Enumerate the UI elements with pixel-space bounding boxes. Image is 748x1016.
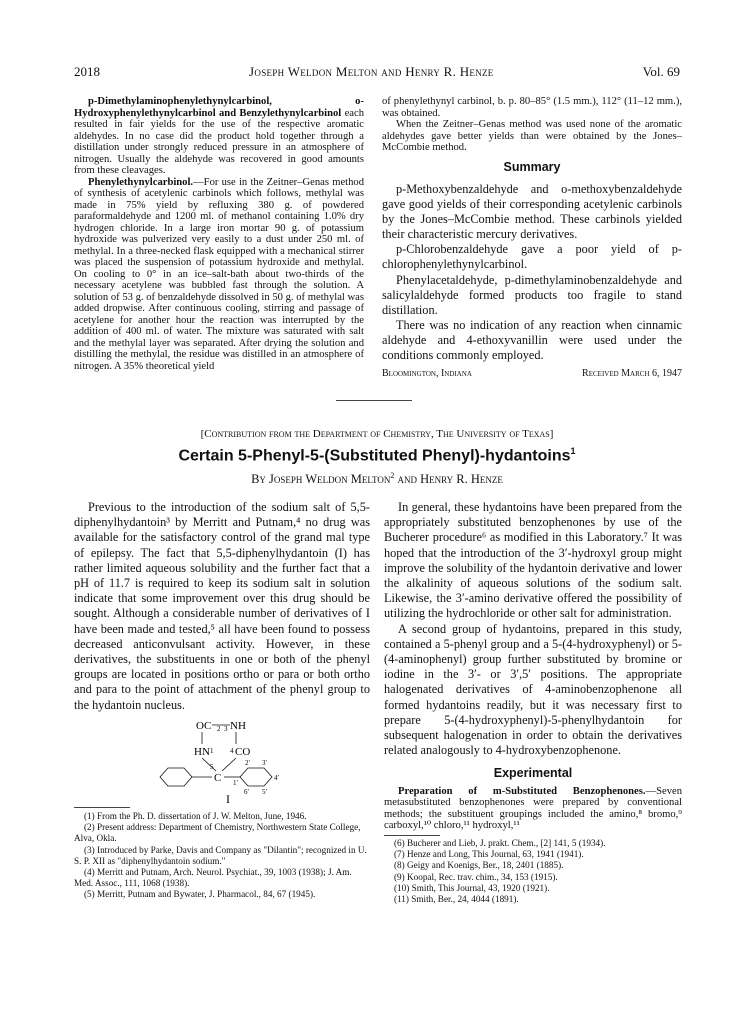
carbinols-text: each resulted in fair yields for the use of the respective aromatic aldehydes. In no case did the product hold together through a distillation under strongly reduced pressure in an atmosphere of nitrogen. Usually the aldehyde was recovered in good amounts from these cleavages. [74, 107, 364, 176]
title-footnote-marker: 1 [570, 446, 576, 456]
footnote: (10) Smith, This Journal, 43, 1920 (1921). [394, 882, 550, 893]
pos-2-label: 2 [217, 725, 221, 733]
previous-article-right-column [382, 96, 682, 154]
phenylethynylcarbinol-lead: Phenylethynylcarbinol. [88, 176, 194, 188]
volume-number: Vol. 69 [642, 64, 680, 79]
byline-footnote-marker: 2 [390, 471, 395, 480]
summary-paragraph: Phenylacetaldehyde, p-dimethylaminobenzaldehyde and salicylaldehyde formed products too fragile to stand distillation. [382, 272, 682, 317]
pos-2p-label: 2′ [245, 759, 251, 767]
zeitner-genas-paragraph: When the Zeitner–Genas method was used none of the aromatic aldehydes gave better yields than were obtained by the Jones–McCombie method. [382, 119, 682, 153]
phenyl-ring-left [160, 768, 192, 786]
bond-1-5 [202, 758, 216, 771]
yield-paragraph: of phenylethynyl carbinol, b. p. 80–85° (1.5 mm.), 112° (11–12 mm.), was obtained. [382, 96, 682, 119]
experimental-text: —Seven metasubstituted benzophenones were prepared by conventional methods; the substituent groupings included the amino,⁸ bromo,⁹ carboxyl,¹⁰ chloro,¹¹ hydroxyl,¹¹ [384, 786, 682, 832]
footnote: (5) Merritt, Putnam and Bywater, J. Pharmacol., 84, 67 (1945). [84, 889, 316, 900]
pos-1p-label: 1′ [233, 779, 239, 787]
footnote: (3) Introduced by Parke, Davis and Company as "Dilantin"; recognized in U. S. P. XII as "diphenylhydantoin sodium." [74, 844, 367, 866]
pos-3p-label: 3′ [262, 759, 268, 767]
article-title [74, 446, 680, 465]
footnote: (9) Koopal, Rec. trav. chim., 34, 153 (1915). [394, 871, 558, 882]
footnote: (2) Present address: Department of Chemistry, Northwestern State College, Alva, Okla. [74, 822, 361, 844]
pos-6p-label: 6′ [244, 788, 250, 796]
location: Bloomington, Indiana [382, 368, 472, 379]
pos-5p-label: 5′ [262, 788, 268, 796]
footnote: (8) Geigy and Koenigs, Ber., 18, 2401 (1885). [394, 860, 564, 871]
running-title: Joseph Weldon Melton and Henry R. Henze [249, 64, 494, 79]
carbinols-lead: p-Dimethylaminophenylethynylcarbinol, o-Hydroxyphenylethynylcarbinol and Benzylethynylcarbinol [74, 96, 364, 119]
previous-article-left-column [74, 96, 364, 372]
experimental-paragraph [384, 786, 682, 832]
footnote: (6) Bucherer and Lieb, J. prakt. Chem., [2] 141, 5 (1934). [394, 838, 606, 848]
summary-heading: Summary [503, 160, 561, 174]
footnotes-right [384, 838, 682, 905]
carbinols-paragraph [74, 96, 364, 177]
pos-4p-label: 4′ [274, 774, 280, 782]
article-title-text: Certain 5-Phenyl-5-(Substituted Phenyl)-hydantoins [178, 447, 571, 465]
pos-1-label: 1 [210, 747, 214, 755]
pos-5-label: 5 [210, 763, 214, 771]
footnote-rule-right [384, 835, 440, 836]
byline [74, 471, 680, 487]
summary-body [382, 182, 682, 363]
pos-3-label: 3 [224, 725, 228, 733]
summary-paragraph: p-Methoxybenzaldehyde and o-methoxybenzaldehyde gave good yields of their corresponding acetylenic carbinols by the Jones–McCombie method. These carbinols yielded their characteristic mercury derivatives. [382, 182, 682, 242]
footnote: (4) Merritt and Putnam, Arch. Neurol. Psychiat., 39, 1003 (1938); J. Am. Med. Assoc., 111, 1068 (1938). [74, 867, 352, 889]
phenylethynylcarbinol-text: —For use in the Zeitner–Genas method of synthesis of acetylenic carbinols which follows, methylal was made in 75% yield by refluxing 380 g. of powdered paraformaldehyde and 1200 ml. of methanol containing 1.0% dry hydrogen chloride. In a large iron mortar 90 g. of potassium hydroxide was pulverized very easily to a dust under 250 ml. of methylal. In a three-necked flask equipped with a mechanical stirrer was placed the suspension of potassium hydroxide and methylal. On cooling to 0° in an ice–salt-bath about two-thirds of the necessary acetylene was bubbled fast through the solution. A solution of 53 g. of benzaldehyde dissolved in 50 g. of methylal was added dropwise. After continuous cooling, stirring and passage of acetylene for another hour the reaction was interrupted by the addition of 400 ml. of water. The mixture was saturated with salt and the methylal layer was separated. After drying the solution and distilling the methylal, the residue was distilled in an atmosphere of nitrogen. A 35% theoretical yield [74, 176, 364, 372]
experimental-lead: Preparation of m-Substituted Benzophenones. [398, 786, 646, 797]
summary-paragraph: p-Chlorobenzaldehyde gave a poor yield of p-chlorophenylethynylcarbinol. [382, 242, 682, 272]
footnotes-left [74, 811, 370, 901]
footnote: (11) Smith, Ber., 24, 4044 (1891). [394, 894, 519, 905]
intro-left-column [74, 500, 370, 713]
oc-label: OC [196, 720, 212, 732]
running-header [74, 64, 680, 84]
footnote: (1) From the Ph. D. dissertation of J. W. Melton, June, 1946. [84, 811, 307, 821]
byline-first-author: By Joseph Weldon Melton [251, 472, 391, 487]
received-date: Received March 6, 1947 [582, 368, 682, 379]
article-divider [336, 400, 412, 401]
byline-second-author: and Henry R. Henze [394, 472, 503, 487]
bond-4-5 [222, 758, 236, 771]
contribution-line: [Contribution from the Department of Chemistry, The University of Texas] [200, 428, 554, 440]
footnote: (7) Henze and Long, This Journal, 63, 1941 (1941). [394, 849, 584, 860]
summary-paragraph: There was no indication of any reaction when cinnamic aldehyde and 4-ethoxyvanillin were used under the conditions commonly employed. [382, 317, 682, 363]
hydantoin-structure-diagram [150, 717, 310, 806]
signature-line [382, 368, 682, 379]
intro-paragraph: In general, these hydantoins have been prepared from the appropriately substituted benzophenones by use of the Bucherer procedure⁶ as modified in this Laboratory.⁷ It was hoped that the introduction of the 3′-hydroxyl group might improve the solubility of the hydantoin derivative and lower the alkalinity of aqueous solutions of the sodium salt. Likewise, the 3′-amino derivative offered the possibility of utilizing the hydrochloride or other salt for administration. [384, 500, 682, 621]
co-label: CO [235, 746, 251, 758]
pos-4-label: 4 [230, 747, 234, 755]
nh-label: NH [230, 720, 246, 732]
page-number: 2018 [74, 64, 100, 79]
intro-paragraph: A second group of hydantoins, prepared in this study, contained a 5-phenyl group and a 5-(4-hydroxyphenyl) or 5-(4-aminophenyl) group further substituted by bromine or iodine in the 3′- or 3′,5′ positions. The appropriate halogenated derivatives of 4-aminobenzophenone all formed hydantoins readily, but it was necessary first to prepare 5-(4-hydroxyphenyl)-5-phenylhydantoin for subsequent halogenation in order to obtain the derivatives related analogously to 4-hydroxybenzophenone. [384, 621, 682, 758]
phenyl-ring-right [240, 768, 272, 786]
phenylethynylcarbinol-paragraph [74, 177, 364, 373]
footnote-rule-left [74, 807, 130, 808]
quaternary-carbon-label: C [214, 772, 222, 784]
intro-paragraph: Previous to the introduction of the sodium salt of 5,5-diphenylhydantoin³ by Merritt and Putnam,⁴ no drug was available for the satisfactory control of the grand mal type of epilepsy. The fact that 5,5-diphenylhydantoin (I) has rather limited aqueous solubility and the further fact that a pH of 11.7 is required to keep its sodium salt in solution indicate that some improvement over this drug should be sought. Although a considerable number of derivatives of I have been made and tested,⁵ all have been found to possess decreased anticonvulsant activity. However, in these derivatives, the substituents in one or both of the phenyl groups are located in positions ortho or para or both ortho and para to the point of attachment of the phenyl group to the hydantoin nucleus. [74, 500, 370, 712]
hn-label: HN [194, 746, 210, 758]
intro-right-column [384, 500, 682, 758]
compound-label: I [226, 792, 230, 806]
experimental-heading: Experimental [493, 766, 573, 780]
